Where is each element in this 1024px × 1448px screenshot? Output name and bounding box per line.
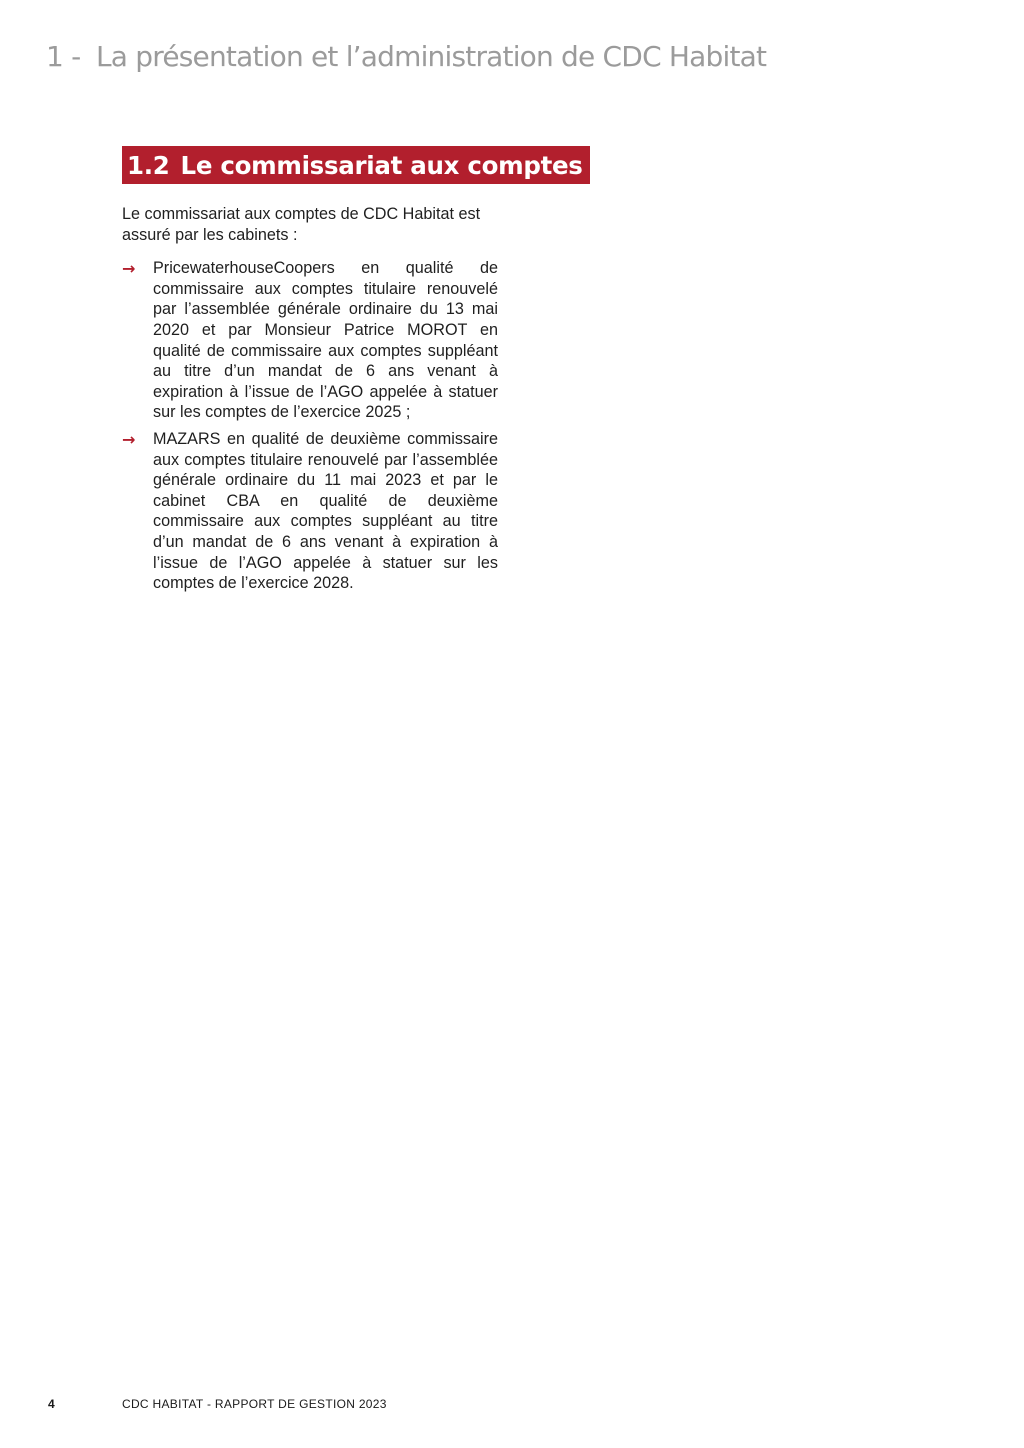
section-number: 1.2 [127, 150, 170, 180]
section-body [122, 204, 498, 600]
section-title: Le commissariat aux comptes [180, 150, 583, 180]
chapter-number: 1 - [46, 40, 81, 73]
list-item-text: PricewaterhouseCoopers en qualité de commissaire aux comptes titulaire renouvelé par l’assemblée générale ordinaire du 13 mai 2020 et par Monsieur Patrice MOROT en qualité de commissaire aux comptes suppléant au titre d’un mandat de 6 ans venant à expiration à l’issue de l’AGO appelée à statuer sur les comptes de l’exercice 2025 ; [153, 259, 498, 422]
chapter-title-text: La présentation et l’administration de CDC Habitat [96, 40, 767, 73]
section-heading [122, 146, 590, 184]
report-name: CDC HABITAT - RAPPORT DE GESTION 2023 [122, 1397, 387, 1411]
intro-paragraph: Le commissariat aux comptes de CDC Habitat est assuré par les cabinets : [122, 205, 481, 244]
chapter-title [46, 40, 766, 73]
page-number: 4 [48, 1397, 55, 1411]
arrow-right-icon: → [122, 259, 136, 279]
list-item-text: MAZARS en qualité de deuxième commissaire aux comptes titulaire renouvelé par l’assemblée générale ordinaire du 11 mai 2023 et par le cabinet CBA en qualité de deuxième commissaire aux comptes suppléant au titre d’un mandat de 6 ans venant à expiration à l’issue de l’AGO appelée à statuer sur les comptes de l’exercice 2028. [153, 429, 498, 593]
arrow-right-icon: → [122, 429, 136, 449]
list-item [122, 429, 498, 594]
auditor-list [122, 258, 498, 594]
list-item [122, 258, 498, 423]
